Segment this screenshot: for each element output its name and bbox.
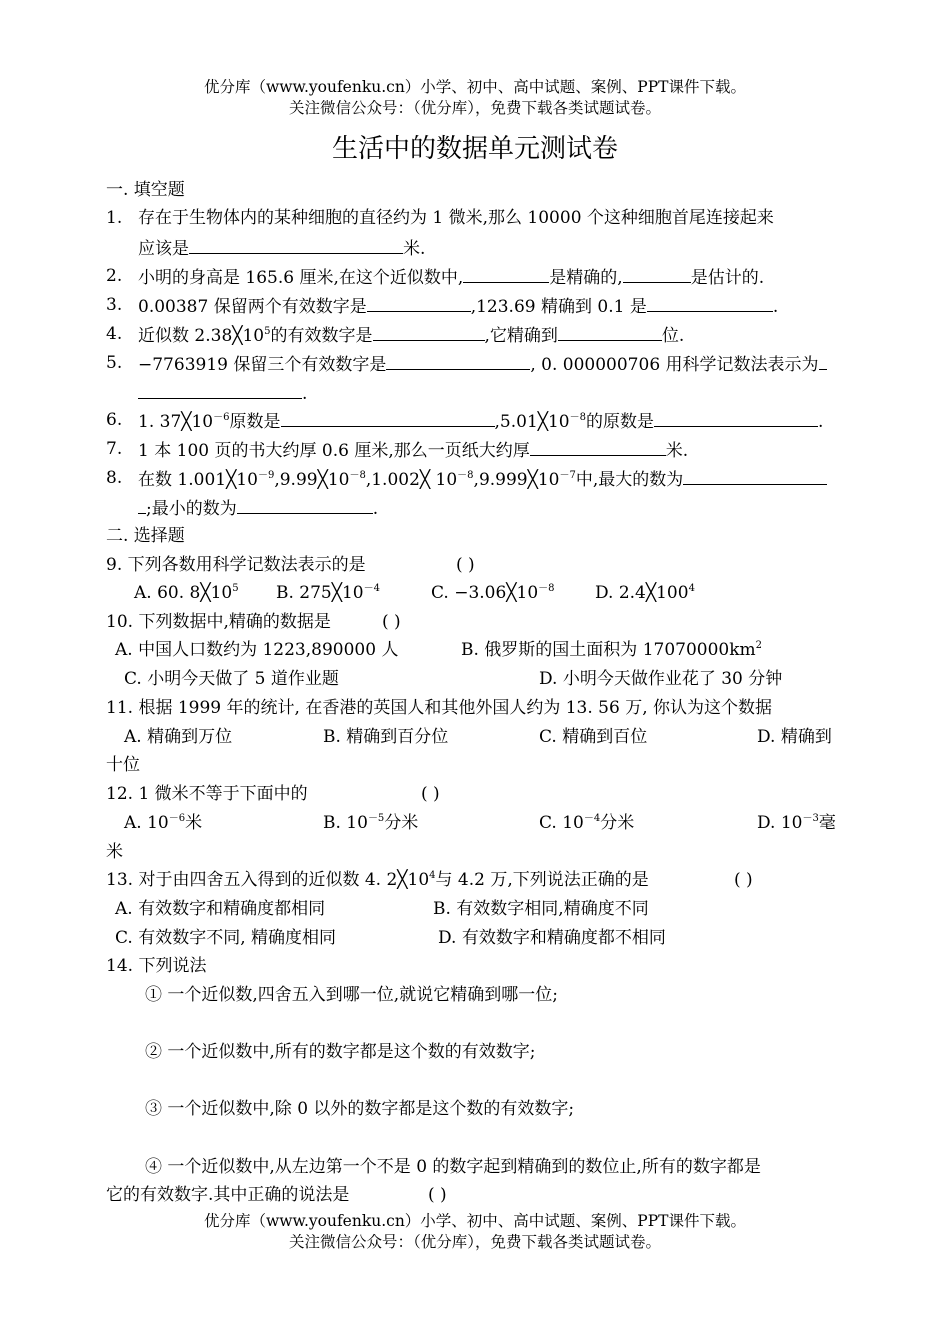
q7-number: 7.	[106, 439, 123, 459]
q9-option-b-text: B. 275╳10	[276, 583, 364, 603]
q14-statement-4: ④ 一个近似数中,从左边第一个不是 0 的数字起到精确到的数位止,所有的数字都是	[145, 1157, 761, 1177]
q8-exponent-1: －9	[257, 470, 275, 481]
q8-text-f: 中,最大的数为	[575, 470, 684, 490]
q6-blank-1[interactable]	[281, 412, 495, 427]
q8-blank-1b[interactable]	[138, 499, 146, 514]
q6-text-c: ,5.01╳10	[494, 412, 570, 432]
q1-line2	[138, 239, 425, 258]
q1-text-c: 米.	[403, 239, 426, 259]
q5-text-c: .	[302, 384, 308, 404]
q9-option-c-text: C. −3.06╳10	[431, 583, 539, 603]
q6-text-a: 1. 37╳10	[138, 412, 214, 432]
q4-text-c: ,它精确到	[484, 326, 558, 346]
q14-statement-4-wrap: 它的有效数字.其中正确的说法是	[106, 1185, 350, 1205]
footer-line-1: 优分库（www.youfenku.cn）小学、初中、高中试题、案例、PPT课件下载。	[203, 1212, 747, 1230]
q12-option-b-text: B. 10	[323, 813, 368, 833]
q4-exponent: 5	[264, 326, 271, 337]
q12-option-a-exp: －6	[168, 813, 186, 824]
q4-number: 4.	[106, 324, 123, 344]
q13-answer-paren[interactable]: ( )	[734, 870, 753, 890]
q6-blank-2[interactable]	[654, 412, 818, 427]
q6-exponent-1: －6	[213, 412, 230, 423]
q12-option-b-unit: 分米	[384, 813, 419, 833]
q8-line2	[138, 499, 378, 518]
q3-text-b: ,123.69 精确到 0.1 是	[470, 297, 647, 317]
q9-answer-paren[interactable]: ( )	[456, 555, 475, 575]
q13-stem-b: 与 4.2 万,下列说法正确的是	[435, 870, 649, 890]
q10-option-a[interactable]: A. 中国人口数约为 1223,890000 人	[115, 640, 399, 660]
q10-option-d[interactable]: D. 小明今天做作业花了 30 分钟	[539, 669, 783, 689]
q2-line	[138, 268, 764, 287]
q8-blank-1[interactable]	[683, 470, 827, 485]
q5-blank-2[interactable]	[138, 384, 302, 399]
q12-option-d-exp: －3	[802, 813, 819, 824]
q8-text-a: 在数 1.001╳10	[138, 470, 258, 490]
q2-text-a: 小明的身高是 165.6 厘米,在这个近似数中,	[138, 268, 464, 288]
q10-option-b[interactable]	[461, 642, 762, 659]
q9-option-a-text: A. 60. 8╳10	[134, 583, 233, 603]
q9-option-b[interactable]	[276, 585, 380, 602]
q3-text-a: 0.00387 保留两个有效数字是	[138, 297, 367, 317]
q8-number: 8.	[106, 468, 123, 488]
q9-option-d[interactable]	[595, 585, 695, 602]
q5-line	[138, 355, 827, 374]
q2-blank-2[interactable]	[623, 268, 691, 283]
q11-stem: 11. 根据 1999 年的统计, 在香港的英国人和其他外国人约为 13. 56 万, 你认为这个数据	[106, 698, 773, 718]
q12-option-a-unit: 米	[185, 813, 203, 833]
q13-exponent: 4	[429, 870, 436, 881]
q3-text-c: .	[772, 297, 779, 317]
q12-option-c-unit: 分米	[600, 813, 635, 833]
q6-number: 6.	[106, 410, 123, 430]
q10-option-b-text: B. 俄罗斯的国土面积为 17070000km	[461, 640, 756, 660]
q7-line	[138, 441, 688, 460]
q8-line	[138, 470, 827, 489]
q10-option-b-exp: 2	[755, 640, 763, 651]
q2-blank-1[interactable]	[463, 268, 549, 283]
q3-blank-2[interactable]	[647, 297, 773, 312]
q13-stem	[106, 872, 649, 889]
q14-answer-paren[interactable]: ( )	[428, 1185, 447, 1205]
q12-option-d[interactable]	[757, 815, 836, 832]
q4-text-a: 近似数 2.38╳10	[138, 326, 265, 346]
q4-line	[138, 326, 684, 345]
q5-number: 5.	[106, 353, 123, 373]
q8-exponent-4: －7	[559, 470, 576, 481]
q9-option-b-exp: －4	[363, 583, 380, 594]
q10-answer-paren[interactable]: ( )	[382, 612, 401, 632]
q2-text-c: 是估计的.	[690, 268, 765, 288]
q12-option-c-exp: －4	[583, 813, 601, 824]
q8-text-b: ,9.99╳10	[274, 470, 350, 490]
q8-blank-2[interactable]	[237, 499, 373, 514]
q5-blank-2a[interactable]	[819, 355, 827, 370]
q5-blank-1[interactable]	[386, 355, 530, 370]
q14-statement-2: ② 一个近似数中,所有的数字都是这个数的有效数字;	[145, 1042, 536, 1062]
q6-line	[138, 412, 823, 431]
q9-option-c-exp: －8	[538, 583, 555, 594]
section-multiple-choice: 二. 选择题	[106, 526, 185, 546]
q9-option-d-exp: 4	[688, 583, 695, 594]
q6-text-b: 原数是	[229, 412, 281, 432]
q13-option-b[interactable]: B. 有效数字相同,精确度不同	[433, 899, 649, 919]
q12-option-a-text: A. 10	[124, 813, 169, 833]
section-fill-in: 一. 填空题	[106, 180, 185, 200]
q1-text-b: 应该是	[138, 239, 189, 259]
page-title: 生活中的数据单元测试卷	[331, 134, 618, 164]
q3-line	[138, 297, 778, 316]
q2-text-b: 是精确的,	[549, 268, 623, 288]
q8-exponent-2: －8	[349, 470, 366, 481]
q4-text-d: 位.	[661, 326, 685, 346]
header-line-1: 优分库（www.youfenku.cn）小学、初中、高中试题、案例、PPT课件下载。	[203, 78, 747, 96]
q13-option-d[interactable]: D. 有效数字和精确度都不相同	[438, 928, 666, 948]
q8-text-d: ,9.999╳10	[473, 470, 560, 490]
q3-blank-1[interactable]	[367, 297, 471, 312]
q3-number: 3.	[106, 295, 123, 315]
q11-option-d-wrap: 十位	[106, 755, 140, 775]
q13-option-c[interactable]: C. 有效数字不同, 精确度相同	[115, 928, 337, 948]
q8-text-g: ;最小的数为	[146, 499, 237, 519]
q9-option-a-exp: 5	[232, 583, 239, 594]
q12-stem: 12. 1 微米不等于下面中的	[106, 784, 308, 804]
q14-statement-1: ① 一个近似数,四舍五入到哪一位,就说它精确到哪一位;	[145, 985, 558, 1005]
footer-line-2: 关注微信公众号：（优分库），免费下载各类试题试卷。	[288, 1233, 661, 1251]
q4-blank-2[interactable]	[558, 326, 662, 341]
q9-option-c[interactable]	[431, 585, 555, 602]
q6-text-f: .	[818, 412, 824, 432]
q14-statement-3: ③ 一个近似数中,除 0 以外的数字都是这个数的有效数字;	[145, 1099, 575, 1119]
q1-blank[interactable]	[189, 239, 403, 254]
q13-stem-a: 13. 对于由四舍五入得到的近似数 4. 2╳10	[106, 870, 430, 890]
q12-option-c[interactable]	[539, 815, 634, 832]
q5-text-a: −7763919 保留三个有效数字是	[138, 355, 387, 375]
q8-text-c: ,1.002╳ 10	[365, 470, 458, 490]
q7-text-a: 1 本 100 页的书大约厚 0.6 厘米,那么一页纸大约厚	[138, 441, 530, 461]
q12-option-d-unit: 毫	[818, 813, 836, 833]
q9-option-a[interactable]	[134, 585, 239, 602]
q10-stem: 10. 下列数据中,精确的数据是	[106, 612, 331, 632]
q1-number: 1.	[106, 208, 123, 228]
q10-option-c[interactable]: C. 小明今天做了 5 道作业题	[124, 669, 339, 689]
q13-option-a[interactable]: A. 有效数字和精确度都相同	[115, 899, 326, 919]
q6-exponent-2: －8	[569, 412, 586, 423]
q4-blank-1[interactable]	[373, 326, 485, 341]
q8-text-h: .	[372, 499, 379, 519]
q7-text-b: 米.	[665, 441, 689, 461]
q12-option-d-wrap: 米	[106, 842, 123, 862]
header-line-2: 关注微信公众号：（优分库），免费下载各类试题试卷。	[288, 99, 661, 117]
q12-option-c-text: C. 10	[539, 813, 584, 833]
q1-text: 存在于生物体内的某种细胞的直径约为 1 微米,那么 10000 个这种细胞首尾连接起来	[138, 208, 774, 228]
q12-option-b[interactable]	[323, 815, 418, 832]
q6-text-d: 的原数是	[586, 412, 654, 432]
q4-text-b: 的有效数字是	[270, 326, 373, 346]
q11-option-d[interactable]: D. 精确到	[757, 727, 832, 747]
q8-exponent-3: －8	[457, 470, 474, 481]
q12-option-a[interactable]	[124, 815, 202, 832]
q7-blank[interactable]	[530, 441, 666, 456]
q11-option-a[interactable]: A. 精确到万位	[124, 727, 233, 747]
q12-option-d-text: D. 10	[757, 813, 803, 833]
q5-text-b: , 0. 000000706 用科学记数法表示为	[530, 355, 819, 375]
q9-option-d-text: D. 2.4╳100	[595, 583, 689, 603]
q12-option-b-exp: －5	[367, 813, 385, 824]
q9-stem: 9. 下列各数用科学记数法表示的是	[106, 555, 366, 575]
q11-option-c[interactable]: C. 精确到百位	[539, 727, 648, 747]
q14-stem: 14. 下列说法	[106, 956, 207, 976]
q2-number: 2.	[106, 266, 123, 286]
q5-line2	[138, 384, 307, 403]
q11-option-b[interactable]: B. 精确到百分位	[323, 727, 449, 747]
q12-answer-paren[interactable]: ( )	[421, 784, 440, 804]
